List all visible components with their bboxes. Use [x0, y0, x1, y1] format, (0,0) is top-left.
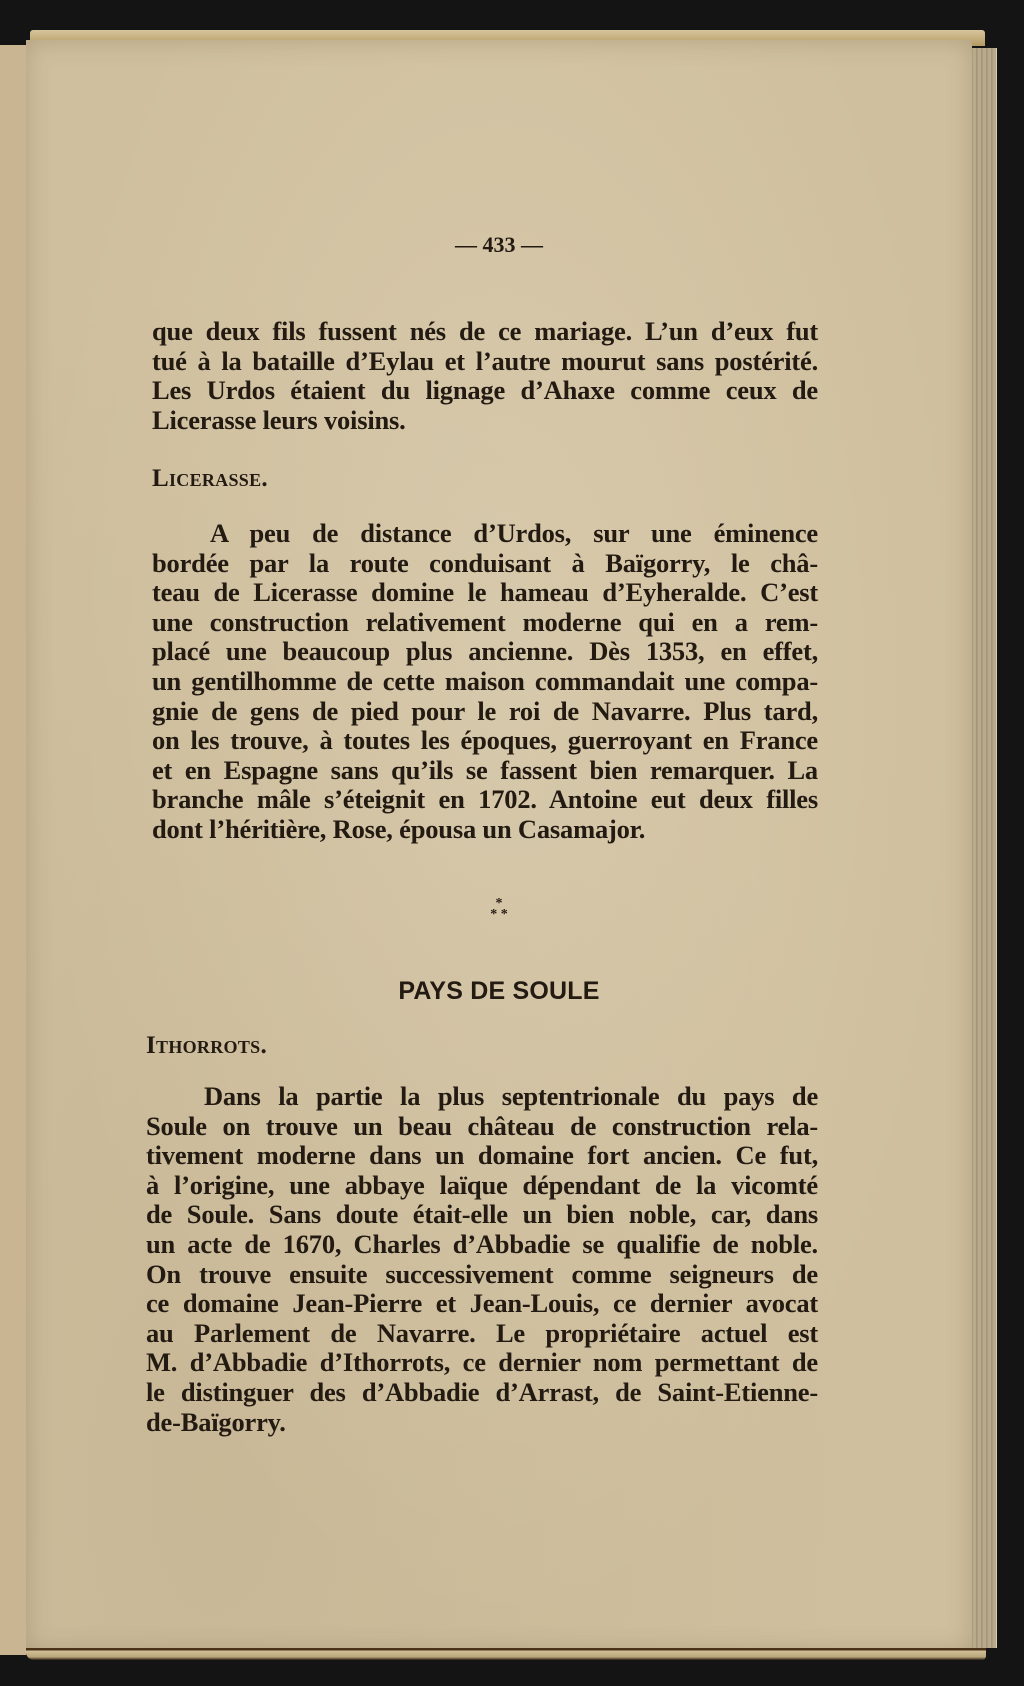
text-line: Dans la partie la plus septentrionale du pays de — [204, 1081, 818, 1111]
text-line: branche mâle s’éteignit en 1702. Antoine eut deux filles — [152, 784, 818, 815]
left-page-edge — [0, 45, 28, 1655]
text-line: M. d’Abbadie d’Ithorrots, ce dernier nom permettant de — [146, 1347, 818, 1378]
text-line: teau de Licerasse domine le hameau d’Eyheralde. C’est — [152, 577, 818, 608]
text-line: bordée par la route conduisant à Baïgorry, le châ- — [152, 547, 818, 578]
text-line: au Parlement de Navarre. Le propriétaire actuel est — [146, 1317, 818, 1348]
text-line: à l’origine, une abbaye laïque dépendant de la vicomté — [146, 1169, 818, 1200]
asterism-bottom: * * — [490, 907, 508, 922]
text-line: un acte de 1670, Charles d’Abbadie se qualifie de noble. — [146, 1228, 818, 1259]
paragraph-licerasse — [152, 519, 818, 845]
bottom-page-edge — [26, 1648, 986, 1660]
text-line: le distinguer des d’Abbadie d’Arrast, de Saint-Etienne- — [146, 1376, 818, 1407]
text-line: et en Espagne sans qu’ils se fassent bien remarquer. La — [152, 754, 818, 785]
text-line: de-Baïgorry. — [146, 1406, 286, 1437]
text-line: que deux fils fussent nés de ce mariage. L’un d’eux fut — [152, 316, 818, 346]
text-line: de Soule. Sans doute était-elle un bien noble, car, dans — [146, 1199, 818, 1230]
paragraph-ithorrots — [146, 1082, 818, 1437]
text-line: placé une beaucoup plus ancienne. Dès 1353, en effet, — [152, 636, 818, 667]
chapter-title: PAYS DE SOULE — [398, 977, 600, 1005]
text-line: tué à la bataille d’Eylau et l’autre mourut sans postérité. — [152, 345, 818, 376]
page-number: — 433 — — [455, 232, 543, 257]
text-line: dont l’héritière, Rose, épousa un Casamajor. — [152, 813, 646, 844]
text-line: une construction relativement moderne qui en a rem- — [152, 606, 818, 637]
text-line: A peu de distance d’Urdos, sur une éminence — [210, 518, 818, 548]
text-line: Licerasse leurs voisins. — [152, 404, 406, 435]
text-line: On trouve ensuite successivement comme seigneurs de — [146, 1258, 818, 1289]
section-heading-licerasse: Licerasse. — [152, 465, 268, 492]
text-line: ce domaine Jean-Pierre et Jean-Louis, ce dernier avocat — [146, 1288, 818, 1319]
section-heading-ithorrots: Ithorrots. — [146, 1032, 268, 1059]
text-line: un gentilhomme de cette maison commandait une compa- — [152, 665, 818, 696]
text-line: gnie de gens de pied pour le roi de Navarre. Plus tard, — [152, 695, 818, 726]
page-stack-edge — [968, 48, 997, 1648]
asterism-top: * — [495, 896, 503, 911]
text-line: on les trouve, à toutes les époques, guerroyant en France — [152, 725, 818, 756]
text-line: Soule on trouve un beau château de construction rela- — [146, 1110, 818, 1141]
asterism-divider — [26, 898, 972, 920]
text-line: Les Urdos étaient du lignage d’Ahaxe comme ceux de — [152, 375, 818, 406]
book-page — [26, 40, 972, 1652]
continuation-paragraph — [152, 317, 818, 435]
text-line: tivement moderne dans un domaine fort ancien. Ce fut, — [146, 1140, 818, 1171]
